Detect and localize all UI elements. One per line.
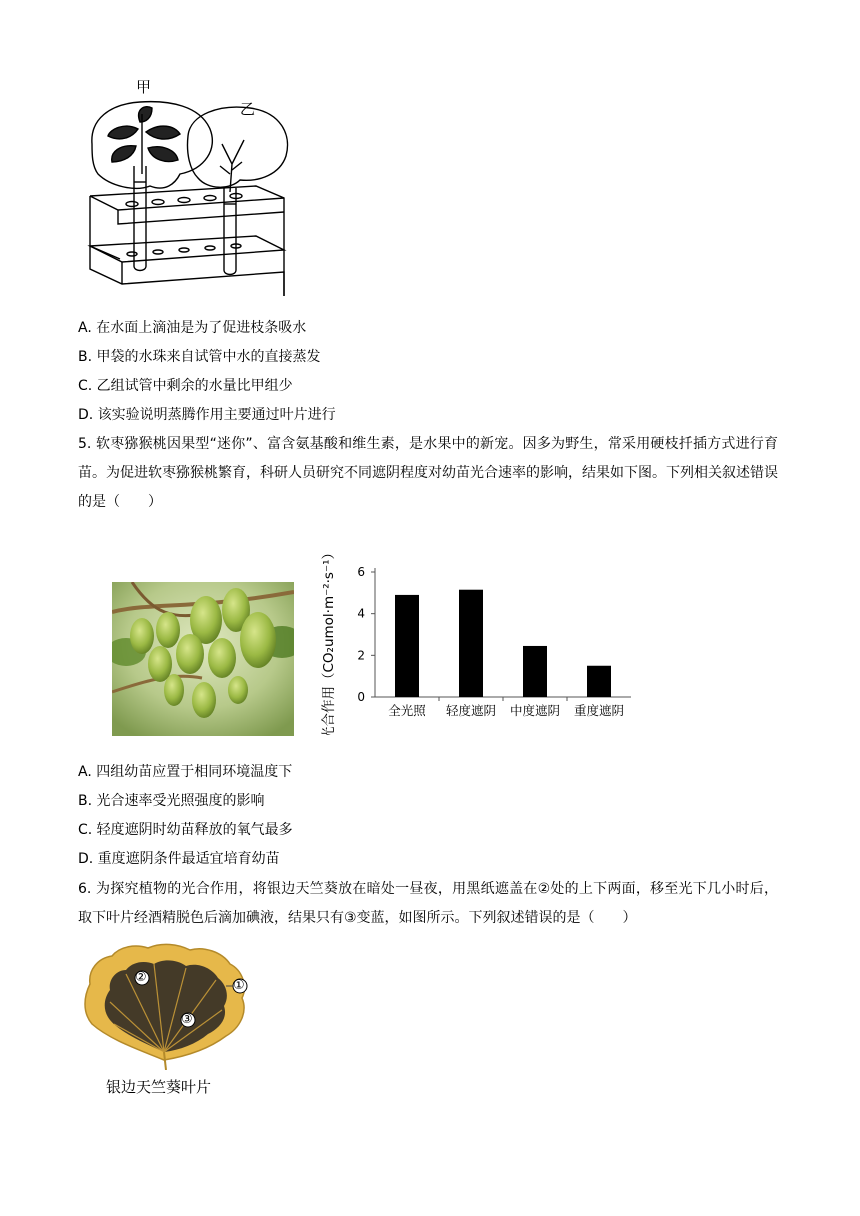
bar-1 — [395, 595, 419, 697]
leaf-label-1: ① — [233, 978, 245, 993]
y-tick-label: 6 — [357, 565, 365, 579]
leaf-label-3: ③ — [181, 1012, 193, 1027]
q4-option-b: B. 甲袋的水珠来自试管中水的直接蒸发 — [78, 349, 321, 365]
transpiration-figure — [80, 74, 300, 306]
leaf-label-2: ② — [135, 970, 147, 985]
x-tick-label: 中度遮阴 — [509, 703, 561, 718]
q5-option-d: D. 重度遮阴条件最适宜培育幼苗 — [78, 851, 280, 867]
q6-stem: 6. 为探究植物的光合作用，将银边天竺葵放在暗处一昼夜，用黑纸遮盖在②处的上下两面，移至光下几小时后，取下叶片经酒精脱色后滴加碘液，结果只有③变蓝，如图所示。下列叙述错误的是（ ） — [78, 881, 778, 926]
q5-stem: 5. 软枣猕猴桃因果型“迷你”、富含氨基酸和维生素，是水果中的新宠。因多为野生，常采用硬枝扦插方式进行育苗。为促进软枣猕猴桃繁育，科研人员研究不同遮阴程度对幼苗光合速率的影响，结果如下图。下列相关叙述错误的是（ ） — [78, 436, 778, 510]
x-tick-label: 重度遮阴 — [573, 703, 625, 718]
q4-option-d: D. 该实验说明蒸腾作用主要通过叶片进行 — [78, 407, 336, 423]
x-tick-label: 轻度遮阴 — [445, 703, 497, 718]
y-tick-label: 0 — [357, 690, 365, 704]
x-tick-label: 全光照 — [388, 703, 426, 718]
label-jia: 甲 — [136, 78, 152, 96]
q4-option-c: C. 乙组试管中剩余的水量比甲组少 — [78, 378, 293, 394]
y-tick-label: 4 — [357, 606, 365, 621]
q5-option-c: C. 轻度遮阴时幼苗释放的氧气最多 — [78, 822, 293, 838]
label-yi: 乙 — [240, 100, 256, 118]
q5-option-b: B. 光合速率受光照强度的影响 — [78, 793, 265, 809]
geranium-leaf-figure — [80, 940, 280, 1100]
bar-2 — [459, 590, 483, 697]
q5-option-a: A. 四组幼苗应置于相同环境温度下 — [78, 764, 293, 780]
bar-3 — [523, 646, 547, 697]
leaf-caption: 银边天竺葵叶片 — [106, 1078, 212, 1096]
y-axis-label: 光合作用（CO₂umol·m⁻²·s⁻¹） — [321, 545, 337, 735]
bar-4 — [587, 666, 611, 697]
test-tube-rack-drawing — [80, 74, 300, 306]
q4-option-a: A. 在水面上滴油是为了促进枝条吸水 — [78, 320, 307, 336]
kiwi-fruit-photo — [112, 582, 294, 736]
photosynthesis-bar-chart — [315, 535, 645, 735]
y-tick-label: 2 — [357, 648, 365, 663]
